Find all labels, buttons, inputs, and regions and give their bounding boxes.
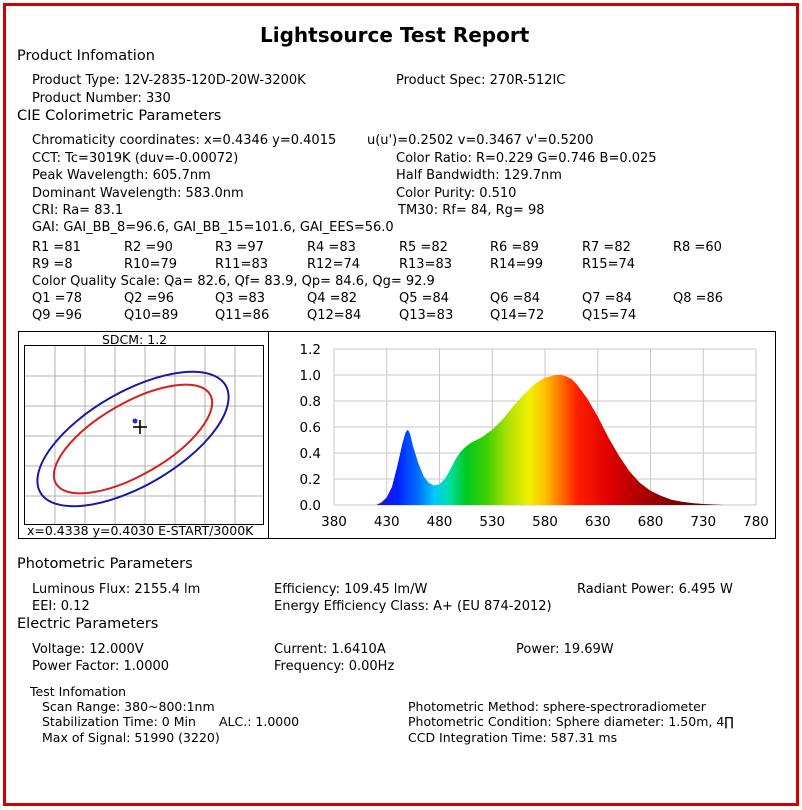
r-value: R2 =90: [124, 240, 173, 255]
spectrum-y-tick-label: 1.0: [299, 368, 321, 384]
photometric-condition: Photometric Condition: Sphere diameter: 1.50m, 4∏: [408, 714, 734, 729]
gai: GAI: GAI_BB_8=96.6, GAI_BB_15=101.6, GAI_EES=56.0: [32, 220, 394, 235]
spectrum-y-ticks: [300, 342, 321, 514]
stabilization-time: Stabilization Time: 0 Min: [42, 714, 196, 729]
ccd-integration-time: CCD Integration Time: 587.31 ms: [408, 730, 618, 745]
energy-class: Energy Efficiency Class: A+ (EU 874-2012): [274, 599, 552, 614]
power: Power: 19.69W: [516, 642, 614, 657]
frequency: Frequency: 0.00Hz: [274, 659, 395, 674]
spectrum-x-tick-label: 480: [426, 514, 453, 530]
power-factor: Power Factor: 1.0000: [32, 659, 170, 674]
q-value: Q5 =84: [399, 291, 450, 306]
photometric-heading: Photometric Parameters: [17, 556, 193, 572]
charts-divider: [268, 331, 269, 538]
q-value: Q3 =83: [215, 291, 266, 306]
spectrum-area: [334, 375, 724, 505]
q-value: Q12=84: [307, 308, 362, 323]
cie-heading: CIE Colorimetric Parameters: [17, 108, 222, 124]
spectrum-x-tick-label: 630: [584, 514, 611, 530]
spectrum-x-tick-label: 730: [690, 514, 717, 530]
current: Current: 1.6410A: [274, 642, 386, 657]
spectrum-x-tick-label: 530: [479, 514, 506, 530]
q-value: Q6 =84: [490, 291, 541, 306]
r-value: R4 =83: [307, 240, 356, 255]
product-spec: Product Spec: 270R-512IC: [396, 73, 566, 88]
spectrum-y-tick-label: 0.2: [299, 472, 321, 488]
color-purity: Color Purity: 0.510: [396, 186, 517, 201]
q-value: Q4 =82: [307, 291, 358, 306]
eei: EEI: 0.12: [32, 599, 90, 614]
spectrum-x-tick-label: 380: [321, 514, 347, 530]
uv-coordinates: u(u')=0.2502 v=0.3467 v'=0.5200: [367, 133, 594, 148]
spectrum-y-tick-label: 0.8: [299, 394, 321, 410]
q-value: Q2 =96: [124, 291, 175, 306]
q-row-2: [32, 308, 772, 324]
efficiency: Efficiency: 109.45 lm/W: [274, 582, 428, 597]
scan-range: Scan Range: 380~800:1nm: [42, 699, 215, 714]
product-number: Product Number: 330: [32, 91, 171, 106]
q-value: Q7 =84: [582, 291, 633, 306]
max-signal: Max of Signal: 51990 (3220): [42, 730, 220, 745]
r-row-2: [32, 257, 772, 273]
chromaticity: Chromaticity coordinates: x=0.4346 y=0.4015: [32, 133, 337, 148]
r-value: R12=74: [307, 257, 361, 272]
sdcm-ellipse-panel: [24, 345, 264, 525]
voltage: Voltage: 12.000V: [32, 642, 144, 657]
radiant-power: Radiant Power: 6.495 W: [577, 582, 733, 597]
photometric-method: Photometric Method: sphere-spectroradiometer: [408, 699, 706, 714]
r-value: R10=79: [124, 257, 178, 272]
r-value: R7 =82: [582, 240, 631, 255]
product-type: Product Type: 12V-2835-120D-20W-3200K: [32, 73, 306, 88]
color-ratio: Color Ratio: R=0.229 G=0.746 B=0.025: [396, 151, 657, 166]
r-value: R13=83: [399, 257, 453, 272]
electric-heading: Electric Parameters: [17, 616, 159, 632]
q-value: Q1 =78: [32, 291, 83, 306]
dominant-wavelength: Dominant Wavelength: 583.0nm: [32, 186, 244, 201]
spectrum-y-tick-label: 0.0: [299, 498, 321, 514]
r-value: R11=83: [215, 257, 269, 272]
sdcm-label: SDCM: 1.2: [102, 332, 168, 347]
q-value: Q9 =96: [32, 308, 83, 323]
r-row-1: [32, 240, 772, 256]
spectrum-x-ticks: [321, 514, 769, 530]
r-value: R15=74: [582, 257, 636, 272]
spectrum-x-tick-label: 780: [743, 514, 769, 530]
test-info-heading: Test Infomation: [30, 684, 127, 699]
alc: ALC.: 1.0000: [219, 714, 300, 729]
spectrum-y-tick-label: 1.2: [299, 342, 321, 358]
q-row-1: [32, 291, 772, 307]
r-value: R3 =97: [215, 240, 264, 255]
q-value: Q13=83: [399, 308, 454, 323]
r-value: R6 =89: [490, 240, 539, 255]
peak-wavelength: Peak Wavelength: 605.7nm: [32, 168, 211, 183]
q-value: Q15=74: [582, 308, 637, 323]
r-value: R8 =60: [673, 240, 722, 255]
color-quality-scale: Color Quality Scale: Qa= 82.6, Qf= 83.9, Qp= 84.6, Qg= 92.9: [32, 274, 435, 289]
spectrum-chart: [276, 336, 770, 534]
r-value: R1 =81: [32, 240, 81, 255]
spectrum-x-tick-label: 580: [532, 514, 558, 530]
report-title: Lightsource Test Report: [260, 23, 530, 47]
spectrum-x-tick-label: 680: [637, 514, 664, 530]
product-heading: Product Infomation: [17, 48, 155, 64]
spectrum-y-tick-label: 0.6: [299, 420, 321, 436]
r-value: R5 =82: [399, 240, 448, 255]
sdcm-footer: x=0.4338 y=0.4030 E-START/3000K: [27, 523, 254, 538]
luminous-flux: Luminous Flux: 2155.4 lm: [32, 582, 201, 597]
spectrum-x-tick-label: 430: [373, 514, 400, 530]
spectrum-y-tick-label: 0.4: [299, 446, 321, 462]
cri: CRI: Ra= 83.1: [32, 203, 124, 218]
q-value: Q10=89: [124, 308, 179, 323]
sdcm-outer-ellipse: [25, 346, 249, 524]
cct: CCT: Tc=3019K (duv=-0.00072): [32, 151, 239, 166]
r-value: R9 =8: [32, 257, 73, 272]
q-value: Q11=86: [215, 308, 270, 323]
measured-point-marker: [133, 419, 138, 424]
r-value: R14=99: [490, 257, 544, 272]
q-value: Q8 =86: [673, 291, 724, 306]
tm30: TM30: Rf= 84, Rg= 98: [398, 203, 545, 218]
half-bandwidth: Half Bandwidth: 129.7nm: [396, 168, 562, 183]
sdcm-ellipse-plot: [25, 346, 263, 524]
q-value: Q14=72: [490, 308, 545, 323]
